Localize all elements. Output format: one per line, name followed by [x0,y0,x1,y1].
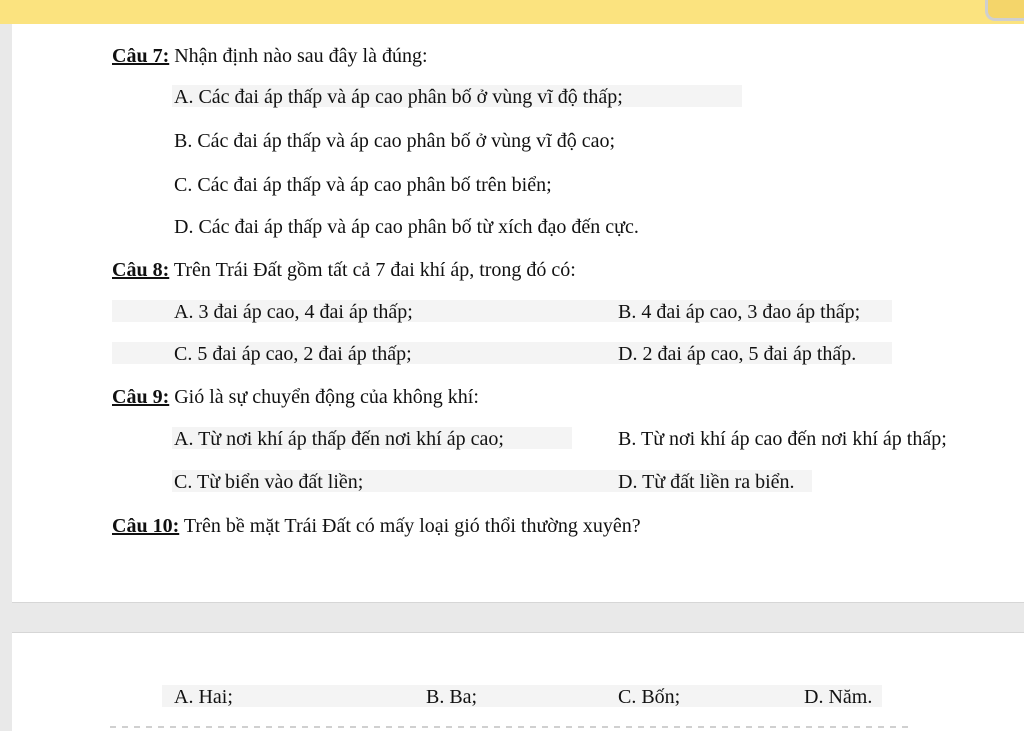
dotted-separator [110,726,910,728]
question-7-label: Câu 7: [112,45,170,67]
q10-option-d: D. Năm. [804,686,873,708]
question-8 [112,258,576,282]
question-7 [112,44,428,68]
q7-option-a: A. Các đai áp thấp và áp cao phân bố ở vùng vĩ độ thấp; [174,86,623,108]
q8-option-b: B. 4 đai áp cao, 3 đao áp thấp; [618,301,861,323]
q10-option-a: A. Hai; [174,686,233,708]
question-9-text: Gió là sự chuyển động của không khí: [169,386,479,408]
question-10-label: Câu 10: [112,515,180,537]
q8-option-a: A. 3 đai áp cao, 4 đai áp thấp; [174,301,413,323]
question-10-text: Trên bề mặt Trái Đất có mấy loại gió thổi thường xuyên? [179,515,641,537]
q8-option-d: D. 2 đai áp cao, 5 đai áp thấp. [618,343,857,365]
q9-option-c: C. Từ biển vào đất liền; [174,471,364,493]
viewer-top-bar [0,0,1024,24]
q10-option-b: B. Ba; [426,686,478,708]
document-page-2 [12,632,1024,731]
q8-option-c: C. 5 đai áp cao, 2 đai áp thấp; [174,343,412,365]
document-page-1 [12,24,1024,603]
q9-option-a: A. Từ nơi khí áp thấp đến nơi khí áp cao; [174,428,504,450]
q7-option-c: C. Các đai áp thấp và áp cao phân bố trên biển; [174,174,552,196]
question-8-text: Trên Trái Đất gồm tất cả 7 đai khí áp, trong đó có: [169,259,576,281]
q9-option-d: D. Từ đất liền ra biển. [618,471,795,493]
question-8-label: Câu 8: [112,259,170,281]
question-10 [112,514,641,538]
question-7-text: Nhận định nào sau đây là đúng: [169,45,428,67]
page-corner-icon [985,0,1024,21]
q9-option-b: B. Từ nơi khí áp cao đến nơi khí áp thấp; [618,428,947,450]
question-9 [112,385,479,409]
q7-option-b: B. Các đai áp thấp và áp cao phân bố ở vùng vĩ độ cao; [174,130,616,152]
q10-option-c: C. Bốn; [618,686,681,708]
q7-option-d: D. Các đai áp thấp và áp cao phân bố từ xích đạo đến cực. [174,216,639,238]
question-9-label: Câu 9: [112,386,170,408]
